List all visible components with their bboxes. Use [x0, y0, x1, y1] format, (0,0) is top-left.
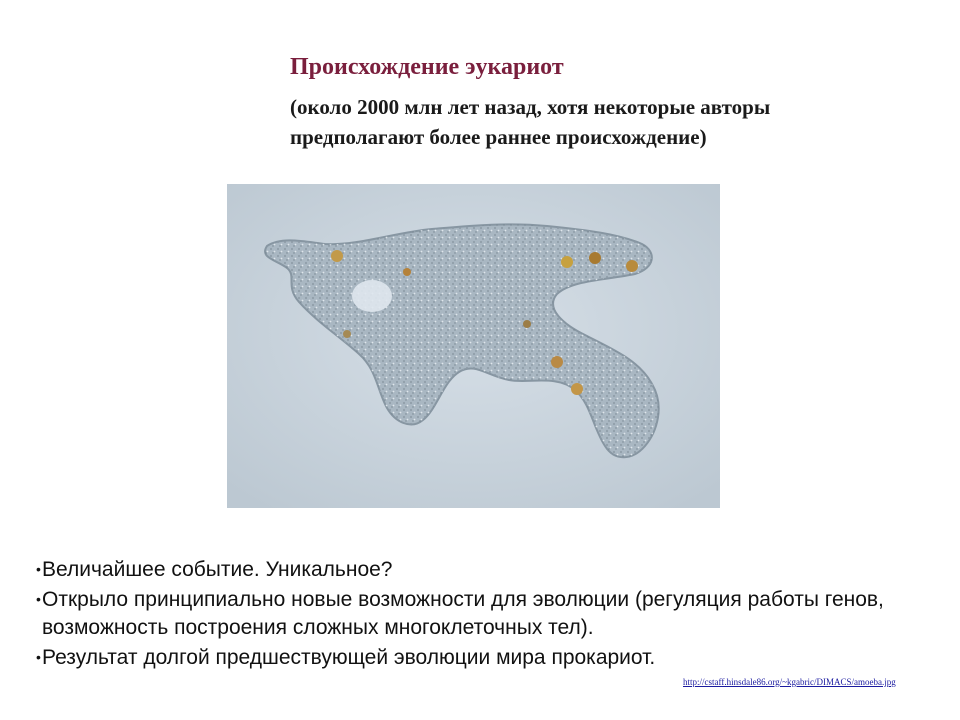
amoeba-illustration	[227, 184, 720, 508]
bullet-dot-icon: •	[36, 591, 41, 607]
image-source-link[interactable]: http://cstaff.hinsdale86.org/~kgabric/DIMACS/amoeba.jpg	[683, 677, 896, 687]
bullet-item	[38, 586, 918, 642]
bullet-item	[38, 556, 918, 584]
bullet-text: Открыло принципиально новые возможности для эволюции (регуляция работы генов, возможность построения сложных многоклеточных тел).	[42, 588, 884, 639]
bullet-list	[38, 556, 918, 674]
slide-title: Происхождение эукариот	[290, 54, 564, 80]
bullet-item	[38, 644, 918, 672]
bullet-dot-icon: •	[36, 649, 41, 665]
bullet-dot-icon: •	[36, 561, 41, 577]
bullet-text: Величайшее событие. Уникальное?	[42, 558, 393, 581]
bullet-text: Результат долгой предшествующей эволюции мира прокариот.	[42, 646, 656, 669]
slide-subtitle: (около 2000 млн лет назад, хотя некоторые авторы предполагают более раннее происхождение)	[290, 95, 771, 149]
